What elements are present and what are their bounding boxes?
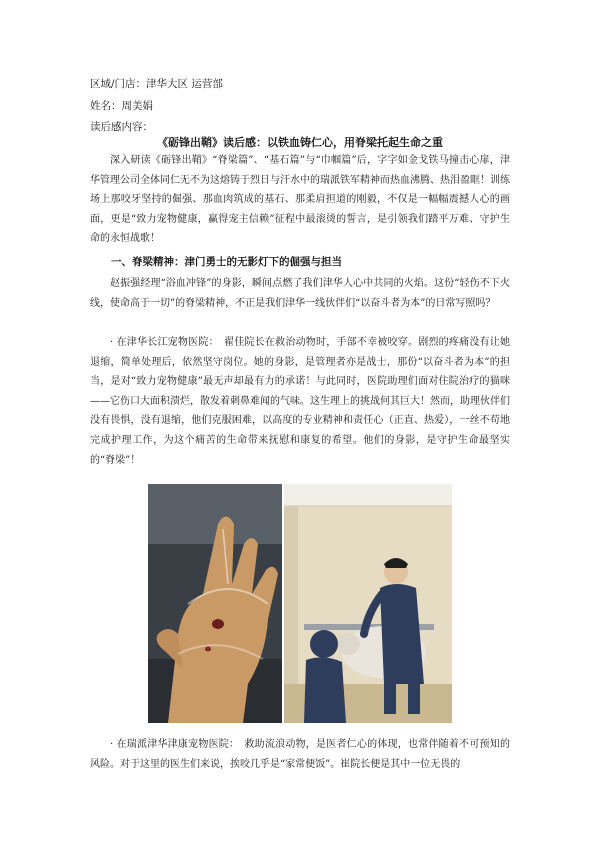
section1-paragraph-1: 赵振强经理“浴血冲锋”的身影，瞬间点燃了我们津华人心中共同的火焰。这份“轻伤不下火线，使命高于一切”的脊梁精神，不正是我们津华一线伙伴们“以奋斗者为本”的日常写照吗？ — [90, 278, 510, 309]
cat-care-illustration — [284, 484, 452, 723]
section1-heading: 一、脊梁精神：津门勇士的无影灯下的倔强与担当 — [111, 256, 342, 268]
name-line — [90, 99, 153, 113]
section1-paragraph-3: · 在瑞派津华津康宠物医院： 救助流浪动物，是医者仁心的体现，也常伴随着不可预知的风险。对于这里的医生们来说，挨咬几乎是“家常便饭”。崔院长便是其中一位无畏的 — [90, 739, 510, 770]
content-label: 读后感内容： — [90, 121, 153, 133]
name-value: 周美娟 — [121, 100, 153, 112]
photo-group — [148, 484, 452, 723]
region-label: 区域/门店： — [90, 78, 147, 90]
region-line — [90, 77, 223, 91]
photo-cat-care — [284, 484, 452, 723]
photo-bitten-hand — [148, 484, 282, 723]
section1-paragraph-2: · 在津华长江宠物医院： 翟佳院长在救治动物时，手部不幸被咬穿。剧烈的疼痛没有让她退缩，简单处理后，依然坚守岗位。她的身影，是管理者亦是战士，那份“以奋斗者为本”的担当，是对“致力宠物健康”最无声却最有力的承诺！与此同时，医院助理们面对住院治疗的猫咪——它伤口大面积溃烂，散发着刺鼻难闻的气味。这生理上的挑战何其巨大！然而，助理伙伴们没有畏惧，没有退缩，他们克服困难，以高度的专业精神和责任心（正直、热爱），一丝不苟地完成护理工作，为这个痛苦的生命带来抚慰和康复的希望。他们的身影，是守护生命最坚实的“脊梁”！ — [90, 337, 510, 466]
bitten-hand-illustration — [148, 484, 282, 723]
region-value: 津华大区 运营部 — [146, 78, 223, 90]
name-label: 姓名： — [90, 100, 122, 112]
article-title: 《砺锋出鞘》读后感：以铁血铸仁心，用脊梁托起生命之重 — [157, 136, 443, 149]
intro-paragraph: 深入研读《砺锋出鞘》“脊梁篇”、“基石篇”与“巾帼篇”后，字字如金戈铁马撞击心扉，津华管理公司全体同仁无不为这熔铸于烈日与汗水中的瑞派铁军精神而热血沸腾、热泪盈眶！训练场上那咬牙坚持的倔强、那血肉筑成的基石、那柔肩担道的刚毅，不仅是一幅幅震撼人心的画面，更是“致力宠物健康，赢得宠主信赖”征程中最滚烫的誓言，是引领我们踏平万难、守护生命的永恒战歌！ — [90, 155, 510, 245]
